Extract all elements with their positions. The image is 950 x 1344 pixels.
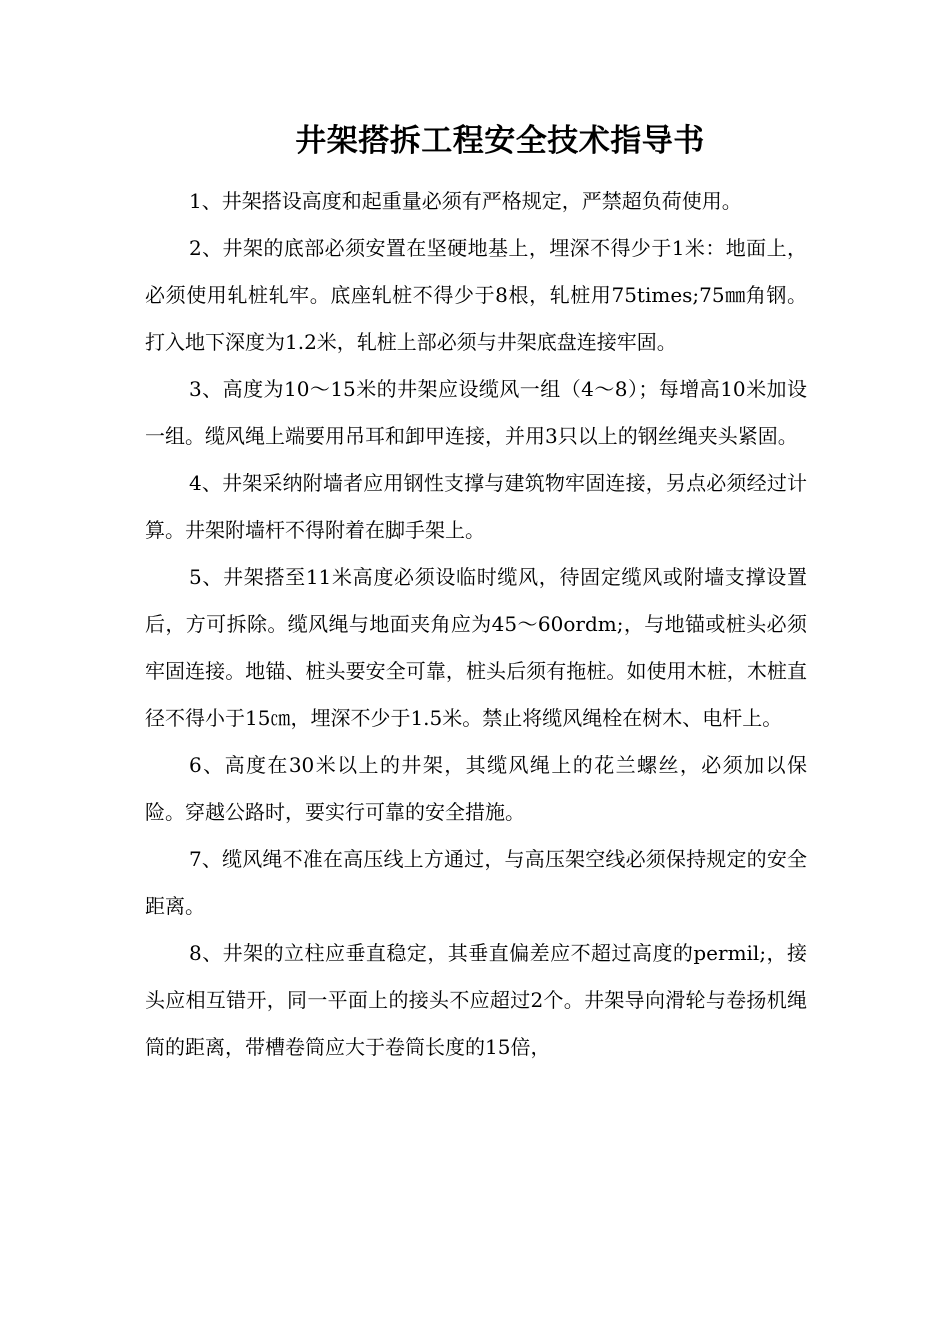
document-body xyxy=(145,178,807,1071)
paragraph-1: 1、井架搭设高度和起重量必须有严格规定，严禁超负荷使用。 xyxy=(189,189,742,213)
paragraph-8: 8、井架的立柱应垂直稳定，其垂直偏差应不超过高度的permil;，接头应相互错开，同一平面上的接头不应超过2个。井架导向滑轮与卷扬机绳筒的距离，带槽卷筒应大于卷筒长度的15倍， xyxy=(145,941,807,1059)
paragraph-2: 2、井架的底部必须安置在坚硬地基上，埋深不得少于1米：地面上，必须使用轧桩轧牢。底座轧桩不得少于8根，轧桩用75times;75㎜角钢。打入地下深度为1.2米，轧桩上部必须与井架底盘连接牢固。 xyxy=(145,236,807,354)
paragraph-5: 5、井架搭至11米高度必须设临时缆风，待固定缆风或附墙支撑设置后，方可拆除。缆风绳与地面夹角应为45～60ordm;，与地锚或桩头必须牢固连接。地锚、桩头要安全可靠，桩头后须有拖桩。如使用木桩，木桩直径不得小于15㎝，埋深不少于1.5米。禁止将缆风绳栓在树木、电杆上。 xyxy=(145,565,807,730)
paragraph-4: 4、井架采纳附墙者应用钢性支撑与建筑物牢固连接，另点必须经过计算。井架附墙杆不得附着在脚手架上。 xyxy=(145,471,807,542)
paragraph-6: 6、高度在30米以上的井架，其缆风绳上的花兰螺丝，必须加以保险。穿越公路时，要实行可靠的安全措施。 xyxy=(145,753,807,824)
paragraph-7: 7、缆风绳不准在高压线上方通过，与高压架空线必须保持规定的安全距离。 xyxy=(145,847,807,918)
document-title: 井架搭拆工程安全技术指导书 xyxy=(295,123,705,159)
paragraph-3: 3、高度为10～15米的井架应设缆风一组（4～8）；每增高10米加设一组。缆风绳上端要用吊耳和卸甲连接，并用3只以上的钢丝绳夹头紧固。 xyxy=(145,377,807,448)
